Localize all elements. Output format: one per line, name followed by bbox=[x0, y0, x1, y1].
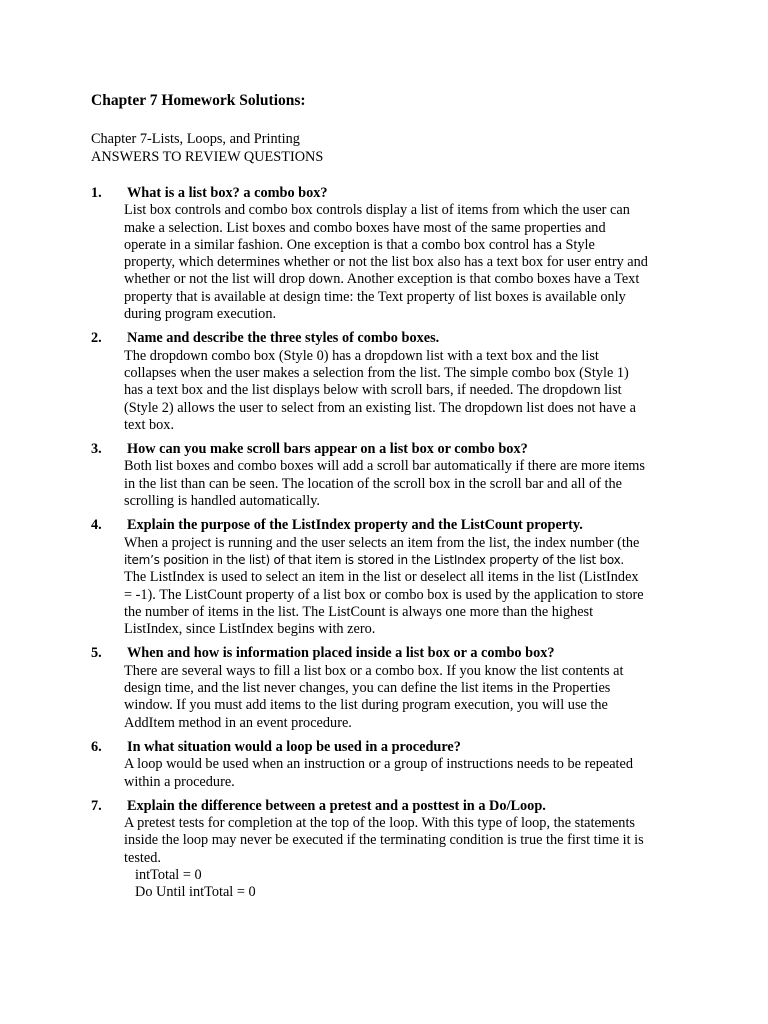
question-item bbox=[91, 441, 691, 510]
answer-text bbox=[124, 202, 691, 323]
answer-text bbox=[124, 535, 691, 639]
answer-line: A pretest tests for completion at the top of the loop. With this type of loop, the statements bbox=[124, 815, 635, 832]
answer-line: The dropdown combo box (Style 0) has a dropdown list with a text box and the list bbox=[124, 347, 599, 364]
answer-line: property, which determines whether or not the list box also has a text box for user entry and bbox=[124, 254, 648, 271]
answer-line: whether or not the list will drop down. Another exception is that combo boxes have a Text bbox=[124, 271, 640, 288]
answer-line: the number of items in the list. The ListCount is always one more than the highest bbox=[124, 603, 594, 620]
answer-line: has a text box and the list displays below with scroll bars, if needed. The dropdown list bbox=[124, 382, 622, 399]
document-title: Chapter 7 Homework Solutions: bbox=[91, 92, 306, 109]
answer-line: AddItem method in an event procedure. bbox=[124, 714, 352, 731]
answer-line: There are several ways to fill a list box or a combo box. If you know the list contents at bbox=[124, 662, 624, 679]
document-page bbox=[91, 92, 691, 909]
question-text: When and how is information placed inside a list box or a combo box? bbox=[127, 645, 555, 662]
answer-text bbox=[124, 458, 691, 510]
answer-text bbox=[124, 815, 691, 901]
answer-line: = -1). The ListCount property of a list box or combo box is used by the application to store bbox=[124, 586, 644, 603]
question-text: How can you make scroll bars appear on a list box or combo box? bbox=[127, 441, 528, 458]
question-item bbox=[91, 739, 691, 791]
question-text: Explain the purpose of the ListIndex property and the ListCount property. bbox=[127, 517, 583, 534]
section-heading: ANSWERS TO REVIEW QUESTIONS bbox=[91, 148, 324, 165]
answer-line: (Style 2) allows the user to select from an existing list. The dropdown list does not have a bbox=[124, 399, 636, 416]
question-item bbox=[91, 185, 691, 323]
question-item bbox=[91, 330, 691, 434]
question-text: Name and describe the three styles of combo boxes. bbox=[127, 330, 440, 347]
answer-line: property that is available at design time: the Text property of list boxes is available only bbox=[124, 288, 626, 305]
question-number: 3. bbox=[91, 441, 102, 458]
answer-line: Both list boxes and combo boxes will add a scroll bar automatically if there are more items bbox=[124, 458, 645, 475]
question-number: 1. bbox=[91, 185, 102, 201]
answer-line: tested. bbox=[124, 849, 161, 866]
question-text: In what situation would a loop be used in a procedure? bbox=[127, 738, 461, 755]
answer-line: ListIndex, since ListIndex begins with zero. bbox=[124, 621, 376, 638]
answer-text bbox=[124, 756, 691, 791]
answer-line: text box. bbox=[124, 416, 175, 433]
answer-line: in the list than can be seen. The location of the scroll box in the scroll bar and all of the bbox=[124, 475, 622, 492]
answer-line: within a procedure. bbox=[124, 773, 235, 790]
answer-line: make a selection. List boxes and combo boxes have most of the same properties and bbox=[124, 219, 606, 236]
code-line: intTotal = 0 bbox=[135, 866, 202, 883]
answer-line: When a project is running and the user selects an item from the list, the index number (the bbox=[124, 534, 640, 551]
question-text: Explain the difference between a pretest and a posttest in a Do/Loop. bbox=[127, 797, 546, 814]
answer-text bbox=[124, 348, 691, 434]
answer-line: item’s position in the list) of that item is stored in the ListIndex property of the list box. bbox=[124, 552, 624, 567]
question-item bbox=[91, 798, 691, 902]
document-subtitle: Chapter 7-Lists, Loops, and Printing bbox=[91, 131, 300, 147]
question-number: 4. bbox=[91, 517, 102, 534]
question-number: 7. bbox=[91, 797, 102, 814]
answer-line: operate in a similar fashion. One exception is that a combo box control has a Style bbox=[124, 236, 595, 253]
answer-text bbox=[124, 663, 691, 732]
answer-line: collapses when the user makes a selection from the list. The simple combo box (Style 1) bbox=[124, 364, 629, 381]
answer-line: The ListIndex is used to select an item in the list or deselect all items in the list (ListIndex bbox=[124, 569, 639, 586]
question-number: 6. bbox=[91, 738, 102, 755]
answer-line: A loop would be used when an instruction or a group of instructions needs to be repeated bbox=[124, 756, 634, 773]
question-item bbox=[91, 517, 691, 638]
question-item bbox=[91, 645, 691, 731]
code-line: Do Until intTotal = 0 bbox=[135, 884, 256, 901]
answer-line: List box controls and combo box controls display a list of items from which the user can bbox=[124, 202, 630, 219]
question-number: 2. bbox=[91, 330, 102, 347]
question-text: What is a list box? a combo box? bbox=[127, 185, 328, 201]
answer-line: during program execution. bbox=[124, 306, 277, 323]
answer-line: scrolling is handled automatically. bbox=[124, 493, 321, 510]
answer-line: design time, and the list never changes, you can define the list items in the Properties bbox=[124, 680, 611, 697]
answer-line: window. If you must add items to the list during program execution, you will use the bbox=[124, 697, 608, 714]
question-number: 5. bbox=[91, 645, 102, 662]
answer-line: inside the loop may never be executed if the terminating condition is true the first time it is bbox=[124, 832, 644, 849]
question-list bbox=[91, 185, 691, 902]
